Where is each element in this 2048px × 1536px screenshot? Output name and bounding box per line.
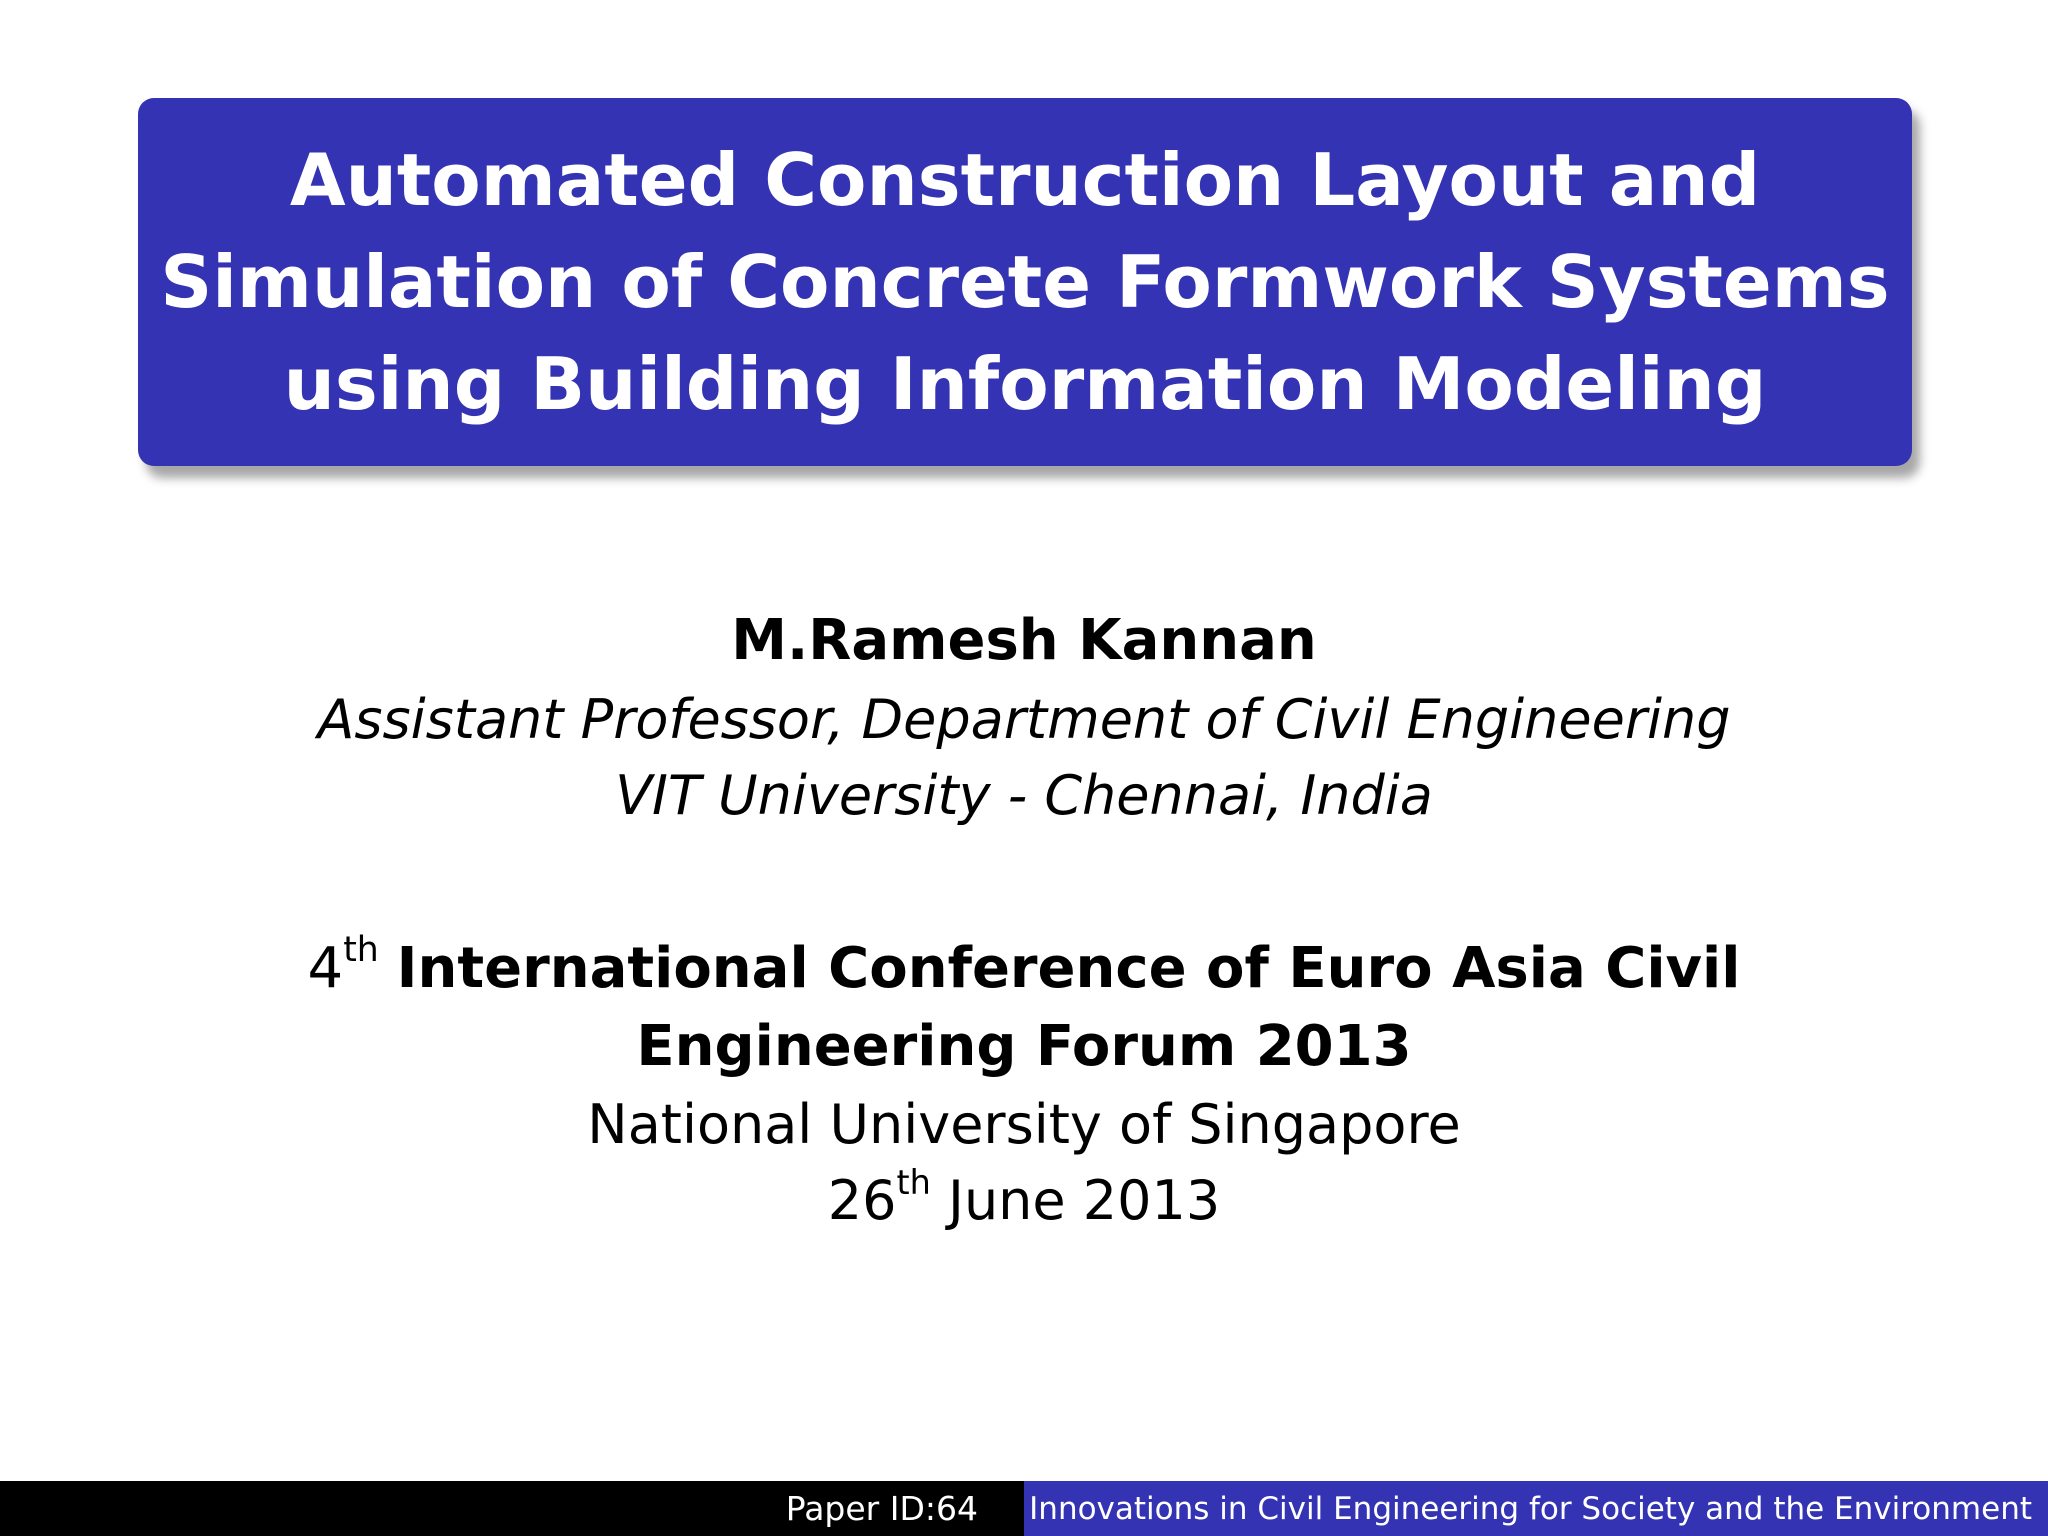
author-name: M.Ramesh Kannan: [731, 608, 1317, 673]
conference-date-day: 26: [827, 1169, 897, 1232]
footer-paper-id-section: [0, 1481, 1024, 1536]
conference-name-line-1: [0, 930, 2048, 1008]
footer-bar: [0, 1481, 2048, 1536]
conference-name-line-2: Engineering Forum 2013: [636, 1014, 1412, 1079]
author-position: Assistant Professor, Department of Civil Engineering: [317, 688, 1731, 751]
title-block: [138, 98, 1912, 466]
title-line-1: Automated Construction Layout and: [289, 138, 1761, 222]
title-line-2: Simulation of Concrete Formwork Systems: [160, 240, 1890, 324]
conference-date-rest: June 2013: [948, 1169, 1221, 1232]
conference-date-suffix: th: [896, 1162, 931, 1202]
footer-theme-section: [1024, 1481, 2048, 1536]
footer-theme: Innovations in Civil Engineering for Society and the Environment: [1029, 1490, 2032, 1527]
conference-ordinal-number: 4: [307, 936, 344, 1001]
title-line-3: using Building Information Modeling: [283, 342, 1767, 426]
conference-ordinal-suffix: th: [343, 929, 379, 970]
conference-venue: National University of Singapore: [587, 1093, 1461, 1156]
author-affiliation: VIT University - Chennai, India: [615, 764, 1433, 827]
conference-date: [0, 1162, 2048, 1240]
footer-paper-id: Paper ID:64: [785, 1489, 978, 1528]
conference-name-text: International Conference of Euro Asia Civil: [396, 936, 1741, 1001]
